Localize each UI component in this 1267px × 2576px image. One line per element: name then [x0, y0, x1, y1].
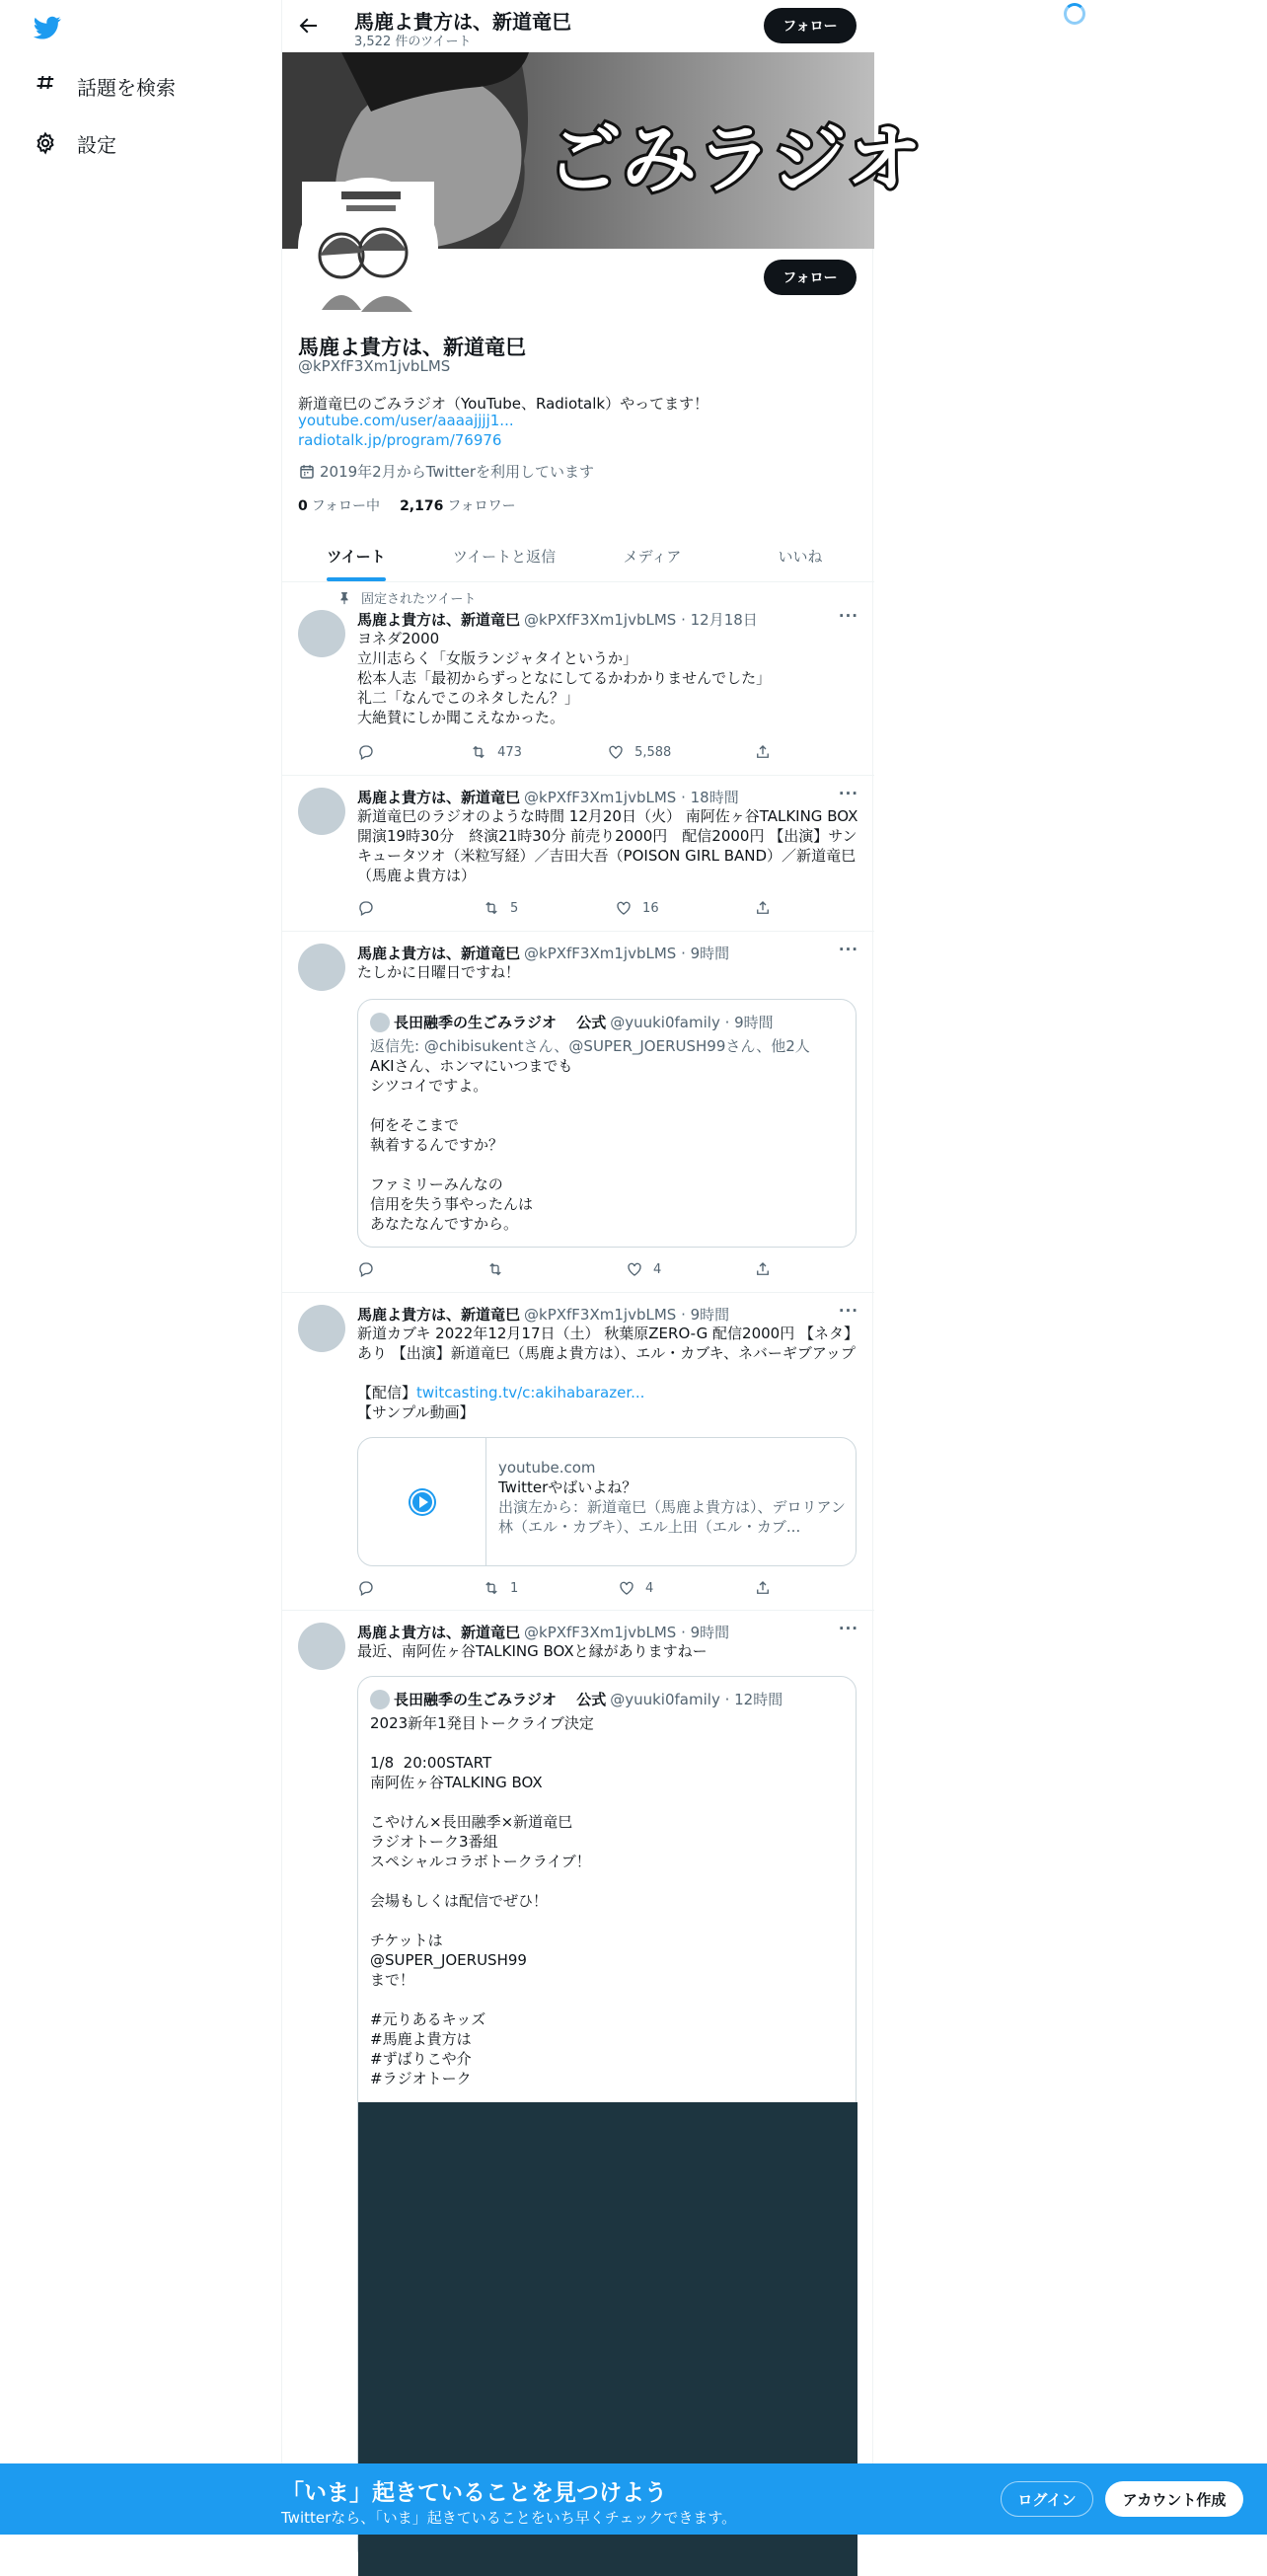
like-button[interactable] [615, 898, 754, 918]
retweet-count: 5 [510, 900, 519, 916]
reply-icon [357, 1260, 375, 1278]
reply-icon [357, 899, 375, 917]
quoted-tweet-text: 2023新年1発目トークライブ決定 1/8 20:00START 南阿佐ヶ谷TALKING BOX こやけん×長田融季×新道竜巳 ラジオトーク3番組 スペシャルコラボトークライブ！ 会場もしくは配信でぜひ！ チケットは @SUPER_JOERUSH99 まで！ #元りあるキッズ #馬鹿よ貴方は #ずばりこや介 #ラジオトーク [370, 1714, 594, 2087]
following-count: 0 [298, 498, 308, 514]
retweet-icon [483, 1579, 500, 1597]
share-icon [754, 899, 772, 917]
profile-name: 馬鹿よ貴方は、新道竜巳 [298, 336, 526, 359]
tweet-author-handle[interactable]: @kPXfF3Xm1jvbLMS [524, 610, 677, 629]
tweet[interactable] [282, 932, 874, 1293]
main-column [281, 0, 922, 2535]
tweet-text: 新道竜巳のラジオのような時間 12月20日（火） 南阿佐ヶ谷TALKING BOX 開演19時30分 終演21時30分 前売り2000円 配信2000円 【出演】サンキュータツオ（米粒写経）／吉田大吾（POISON GIRL BAND）／新道竜巳（馬鹿よ貴方は） [357, 807, 863, 884]
like-count: 4 [652, 1261, 662, 1277]
tweet-time[interactable]: 9時間 [690, 1624, 730, 1641]
tweet-header: 馬鹿よ貴方は、新道竜巳 @kPXfF3Xm1jvbLMS · 9時間 [357, 1305, 730, 1324]
card-domain: youtube.com [498, 1459, 596, 1477]
nav-explore[interactable] [34, 66, 176, 106]
retweet-button[interactable] [483, 1578, 618, 1598]
heart-icon [626, 1260, 643, 1278]
share-button[interactable] [754, 1578, 782, 1598]
card-title: Twitterやばいよね？ [498, 1478, 637, 1496]
reply-button[interactable] [357, 898, 483, 918]
calendar-icon [298, 463, 316, 481]
profile-handle: @kPXfF3Xm1jvbLMS [298, 357, 451, 375]
tab-tweets-and-replies[interactable]: ツイートと返信 [452, 547, 557, 566]
followers-count: 2,176 [400, 498, 444, 514]
tweet-avatar[interactable] [298, 610, 345, 657]
quoted-author-name: 長田融季の生ごみラジオ 公式 [394, 1691, 607, 1708]
hashtag-icon [34, 74, 57, 98]
tweet-text: たしかに日曜日ですね！ [357, 963, 521, 981]
reply-icon [357, 743, 375, 761]
tweet-avatar[interactable] [298, 1305, 345, 1352]
heart-icon [615, 899, 633, 917]
profile-link-youtube[interactable]: youtube.com/user/aaaajjjj1... [298, 412, 514, 429]
header-follow-button[interactable]: フォロー [764, 8, 857, 43]
followers-label: フォロワー [447, 498, 516, 514]
like-count: 5,588 [634, 744, 672, 760]
profile-bio: 新道竜巳のごみラジオ（YouTube、Radiotalk）やってます！ [298, 395, 709, 413]
tweet-avatar[interactable] [298, 944, 345, 991]
like-button[interactable] [626, 1259, 754, 1279]
tweet-time[interactable]: 9時間 [690, 1306, 730, 1324]
card-thumbnail [358, 1438, 486, 1565]
twitter-logo-icon[interactable] [32, 14, 63, 41]
quoted-author-handle: @yuuki0family [610, 1690, 720, 1708]
reply-button[interactable] [357, 742, 470, 762]
tweet-author-name[interactable]: 馬鹿よ貴方は、新道竜巳 [357, 1306, 521, 1324]
more-options-icon[interactable]: ··· [838, 1302, 858, 1320]
followers-link[interactable] [400, 495, 516, 515]
tweet[interactable] [282, 1293, 874, 1611]
tweet-time[interactable]: 9時間 [690, 945, 730, 962]
reply-button[interactable] [357, 1259, 486, 1279]
retweet-button[interactable] [486, 1259, 626, 1279]
play-icon [408, 1487, 437, 1517]
retweet-icon [486, 1260, 504, 1278]
tweet-avatar[interactable] [298, 788, 345, 835]
tweet-avatar[interactable] [298, 1623, 345, 1670]
retweet-icon [470, 743, 487, 761]
tweet-header: 馬鹿よ貴方は、新道竜巳 @kPXfF3Xm1jvbLMS · 12月18日 [357, 610, 758, 629]
quoted-tweet-header: 長田融季の生ごみラジオ 公式 @yuuki0family · 12時間 [370, 1689, 783, 1709]
like-count: 16 [642, 900, 659, 916]
share-button[interactable] [754, 742, 782, 762]
profile-tabs [282, 530, 874, 582]
retweet-count: 1 [510, 1580, 519, 1596]
retweet-button[interactable] [483, 898, 615, 918]
signup-banner-title: 「いま」起きていることを見つけよう [281, 2480, 667, 2506]
pin-icon [337, 591, 351, 605]
gear-icon [34, 131, 57, 155]
more-options-icon[interactable]: ··· [838, 607, 858, 625]
nav-explore-label: 話題を検索 [77, 75, 176, 100]
following-label: フォロー中 [311, 498, 381, 514]
share-button[interactable] [754, 1259, 782, 1279]
quoted-tweet-text: AKIさん、ホンマにいつまでも シツコイですよ。 何をそこまで 執着するんですか？ ファミリーみんなの 信用を失う事やったんは あなたなんですから。 [370, 1057, 573, 1233]
like-button[interactable] [618, 1578, 754, 1598]
signup-button[interactable]: アカウント作成 [1105, 2481, 1243, 2517]
tweet[interactable] [282, 1611, 874, 2535]
tweet-author-name[interactable]: 馬鹿よ貴方は、新道竜巳 [357, 945, 521, 962]
retweet-icon [483, 899, 500, 917]
quoted-avatar [370, 1013, 390, 1032]
heart-icon [618, 1579, 635, 1597]
loading-spinner-icon [1064, 3, 1085, 25]
tweet[interactable] [282, 582, 874, 776]
profile-avatar[interactable] [298, 178, 438, 318]
stream-prefix: 【配信】 [357, 1384, 417, 1402]
profile-follow-stats [298, 495, 516, 515]
retweet-count: 473 [497, 744, 522, 760]
link-card[interactable] [357, 1437, 857, 1566]
pinned-label: 固定されたツイート [361, 592, 477, 607]
quoted-author-name: 長田融季の生ごみラジオ 公式 [394, 1014, 607, 1031]
following-link[interactable] [298, 495, 380, 515]
nav-settings-label: 設定 [77, 132, 116, 157]
banner-title: ごみラジオ [547, 115, 922, 203]
tweet-header: 馬鹿よ貴方は、新道竜巳 @kPXfF3Xm1jvbLMS · 18時間 [357, 788, 739, 806]
quoted-time: 12時間 [734, 1691, 783, 1708]
share-icon [754, 1260, 772, 1278]
pinned-indicator [337, 588, 476, 607]
quoted-tweet[interactable] [357, 1676, 857, 2564]
nav-settings[interactable] [34, 123, 116, 163]
tweet-text: 新道カブキ 2022年12月17日（土） 秋葉原ZERO-G 配信2000円 【ネタ】あり 【出演】新道竜巳（馬鹿よ貴方は）、エル・カブキ、ネバーギブアップ [357, 1325, 858, 1362]
tweet-author-name[interactable]: 馬鹿よ貴方は、新道竜巳 [357, 1624, 521, 1641]
signup-banner-subtitle: Twitterなら、「いま」起きていることをいち早くチェックできます。 [281, 2509, 737, 2527]
top-bar [282, 0, 874, 52]
like-button[interactable] [607, 742, 754, 762]
tweet-time[interactable]: 18時間 [690, 789, 739, 806]
tweet-author-handle[interactable]: @kPXfF3Xm1jvbLMS [524, 1305, 677, 1324]
card-description: 出演左から：新道竜巳（馬鹿よ貴方は）、デロリアン林（エル・カブキ）、エル上田（エル・カブ... [498, 1498, 846, 1536]
quoted-tweet[interactable] [357, 999, 857, 1248]
tab-likes[interactable]: いいね [778, 547, 823, 566]
tweet-header: 馬鹿よ貴方は、新道竜巳 @kPXfF3Xm1jvbLMS · 9時間 [357, 1623, 730, 1641]
quoted-tweet-header: 長田融季の生ごみラジオ 公式 @yuuki0family · 9時間 [370, 1012, 774, 1032]
tweet-actions [357, 742, 782, 762]
tweet-author-name[interactable]: 馬鹿よ貴方は、新道竜巳 [357, 611, 521, 629]
quoted-reply-to: 返信先: @chibisukentさん、@SUPER_JOERUSH99さん、他2人 [370, 1037, 810, 1055]
tweet-text: 最近、南阿佐ヶ谷TALKING BOXと縁がありますねー [357, 1642, 708, 1660]
more-options-icon[interactable]: ··· [838, 785, 858, 802]
tweet-actions [357, 1259, 782, 1279]
back-arrow-icon[interactable] [296, 14, 320, 38]
signup-banner [0, 2463, 1267, 2535]
quoted-author-handle: @yuuki0family [610, 1013, 720, 1031]
sample-video-label: 【サンプル動画】 [357, 1403, 475, 1421]
tab-media[interactable]: メディア [623, 547, 682, 566]
card-text [498, 1458, 846, 1537]
profile-joined-text: 2019年2月からTwitterを利用しています [320, 463, 594, 481]
share-icon [754, 1579, 772, 1597]
reply-button[interactable] [357, 1578, 483, 1598]
tweet-text: ヨネダ2000 立川志らく「女版ランジャタイというか」 松本人志「最初からずっとなにしてるかわかりませんでした」 礼二「なんでこのネタしたん？」 大絶賛にしか聞こえなかった。 [357, 630, 772, 726]
more-options-icon[interactable]: ··· [838, 941, 858, 958]
tab-tweets[interactable]: ツイート [282, 530, 430, 581]
tweet-author-name[interactable]: 馬鹿よ貴方は、新道竜巳 [357, 789, 521, 806]
like-count: 4 [645, 1580, 654, 1596]
header-profile-name: 馬鹿よ貴方は、新道竜巳 [354, 10, 571, 34]
sidebar [0, 0, 281, 2535]
retweet-button[interactable] [470, 742, 607, 762]
profile-link-radiotalk[interactable]: radiotalk.jp/program/76976 [298, 431, 502, 449]
tweet-author-handle[interactable]: @kPXfF3Xm1jvbLMS [524, 1623, 677, 1641]
tweet-time[interactable]: 12月18日 [690, 611, 758, 629]
quoted-avatar [370, 1690, 390, 1709]
reply-icon [357, 1579, 375, 1597]
share-icon [754, 743, 772, 761]
share-button[interactable] [754, 898, 782, 918]
tweet-text-line [357, 1383, 860, 1402]
login-button[interactable]: ログイン [1001, 2481, 1093, 2517]
tweet-actions [357, 1578, 782, 1598]
stream-link[interactable]: twitcasting.tv/c:akihabarazer... [416, 1384, 645, 1402]
heart-icon [607, 743, 625, 761]
tweet[interactable] [282, 776, 874, 932]
header-tweet-count: 3,522 件のツイート [354, 35, 472, 49]
profile-follow-button[interactable]: フォロー [764, 260, 857, 295]
tweet-actions [357, 898, 782, 918]
profile-joined [298, 461, 594, 482]
tweet-header: 馬鹿よ貴方は、新道竜巳 @kPXfF3Xm1jvbLMS · 9時間 [357, 944, 730, 962]
quoted-time: 9時間 [734, 1014, 774, 1031]
tweet-author-handle[interactable]: @kPXfF3Xm1jvbLMS [524, 788, 677, 806]
more-options-icon[interactable]: ··· [838, 1620, 858, 1637]
tweet-author-handle[interactable]: @kPXfF3Xm1jvbLMS [524, 944, 677, 962]
